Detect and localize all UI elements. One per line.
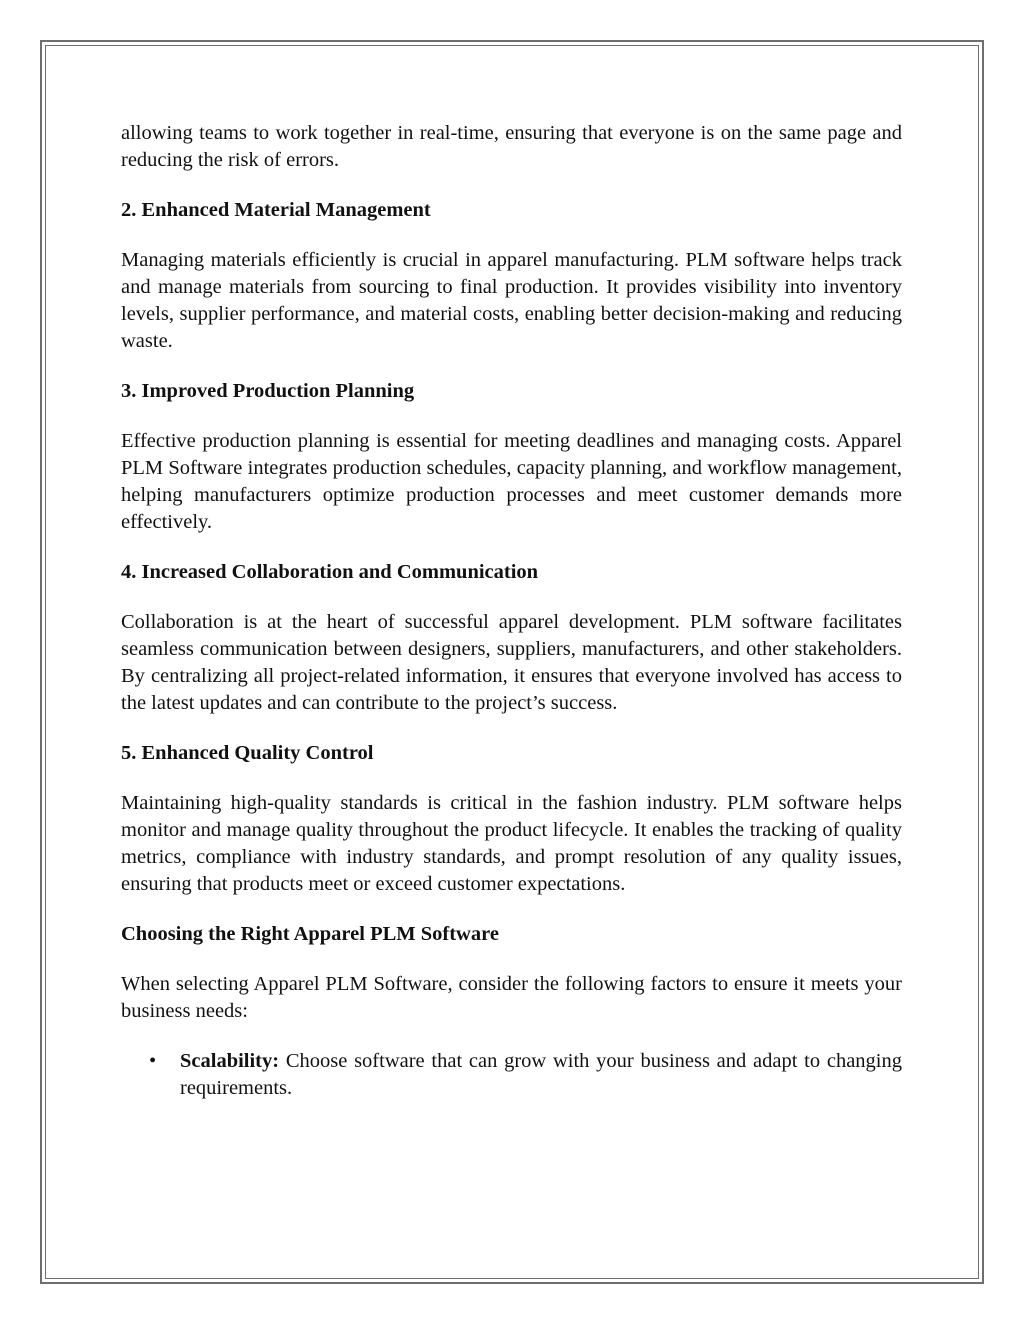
list-item-scalability (121, 1048, 902, 1102)
section-heading-quality-control: 5. Enhanced Quality Control (121, 742, 374, 764)
section-body-material-management: Managing materials efficiently is crucial in apparel manufacturing. PLM software helps track and manage materials from sourcing to final production. It provides visibility into inventory levels, supplier performance, and material costs, enabling better decision-making and reducing waste. (121, 249, 902, 352)
section-body-production-planning: Effective production planning is essential for meeting deadlines and managing costs. Apparel PLM Software integrates production schedules, capacity planning, and workflow management, helping manufacturers optimize production processes and meet customer demands more effectively. (121, 430, 902, 533)
section-heading-material-management: 2. Enhanced Material Management (121, 199, 431, 221)
section-body-collaboration: Collaboration is at the heart of successful apparel development. PLM software facilitates seamless communication between designers, suppliers, manufacturers, and other stakeholders. By centralizing all project-related information, it ensures that everyone involved has access to the latest updates and can contribute to the project’s success. (121, 611, 902, 714)
intro-paragraph: allowing teams to work together in real-time, ensuring that everyone is on the same page and reducing the risk of errors. (121, 122, 902, 171)
section-heading-production-planning: 3. Improved Production Planning (121, 380, 415, 402)
section-body-quality-control: Maintaining high-quality standards is critical in the fashion industry. PLM software helps monitor and manage quality throughout the product lifecycle. It enables the tracking of quality metrics, compliance with industry standards, and prompt resolution of any quality issues, ensuring that products meet or exceed customer expectations. (121, 792, 902, 895)
list-item-text: Choose software that can grow with your business and adapt to changing requirements. (180, 1050, 902, 1099)
section-heading-choosing-plm: Choosing the Right Apparel PLM Software (121, 923, 499, 945)
document-body (121, 120, 902, 1102)
factors-list (121, 1048, 902, 1102)
bullet-icon: • (149, 1050, 157, 1072)
list-item-term: Scalability: (180, 1050, 280, 1072)
section-heading-collaboration: 4. Increased Collaboration and Communication (121, 561, 539, 583)
section-body-choosing-plm: When selecting Apparel PLM Software, consider the following factors to ensure it meets your business needs: (121, 973, 902, 1022)
